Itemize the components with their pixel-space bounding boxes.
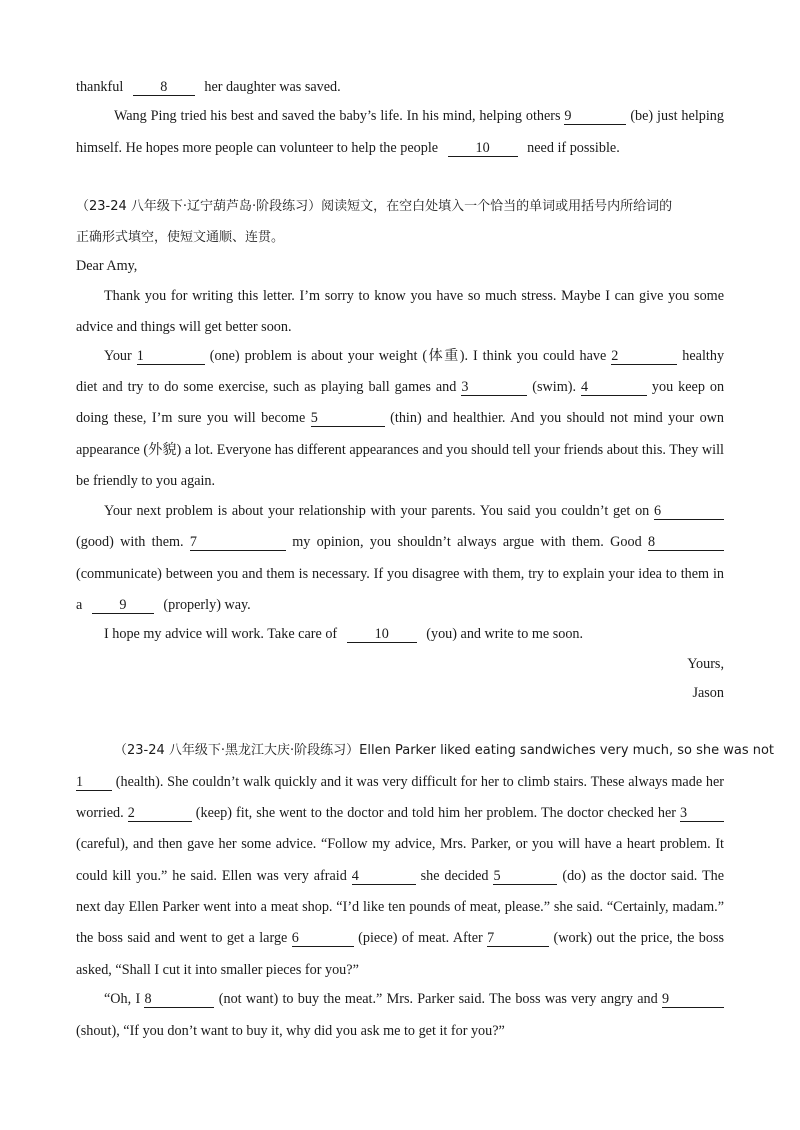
- p2-para2-line2: [76, 377, 724, 397]
- text: Your next problem is about your relationship with your parents. You said you couldn’t get on: [104, 503, 650, 519]
- blank-2[interactable]: 2: [128, 805, 192, 822]
- blank-7[interactable]: 7: [487, 930, 549, 947]
- p3-line-1: [114, 740, 775, 761]
- p2-greeting: Dear Amy,: [76, 258, 138, 274]
- p3-line-3: [76, 803, 724, 823]
- p2-para4: [104, 624, 724, 644]
- text: (properly) way.: [163, 597, 251, 613]
- p2-para3-line4: [76, 595, 724, 615]
- text: her daughter was saved.: [204, 79, 341, 95]
- text: (piece) of meat. After: [358, 930, 483, 946]
- text: thankful: [76, 79, 124, 95]
- blank-4[interactable]: 4: [352, 868, 416, 885]
- text: (thin) and healthier. And you should not mind your own: [390, 410, 725, 426]
- blank-9[interactable]: 9: [564, 108, 626, 125]
- text: diet and try to do some exercise, such as playing ball games and: [76, 379, 457, 395]
- text: himself. He hopes more people can volunteer to help the people: [76, 140, 439, 156]
- blank-5[interactable]: 5: [311, 410, 385, 427]
- text: (health). She couldn’t walk quickly and it was very difficult for her to climb stairs. These always made her: [115, 774, 724, 790]
- text: (good) with them.: [76, 534, 184, 550]
- blank-6[interactable]: 6: [654, 503, 724, 520]
- text: (work) out the price, the boss: [553, 930, 724, 946]
- text: (swim).: [532, 379, 577, 395]
- p3-line-10: (shout), “If you don’t want to buy it, why did you ask me to get it for you?”: [76, 1023, 505, 1039]
- letter-closing: Yours,: [687, 656, 724, 672]
- text: (be) just helping: [630, 108, 724, 124]
- text: you keep on: [651, 379, 725, 395]
- p3-line-5: [76, 866, 724, 886]
- p3-line-4: (careful), and then gave her some advice. “Follow my advice, Mrs. Parker, or you will have a heart problem. It: [76, 836, 724, 852]
- letter-signature: Jason: [692, 685, 724, 701]
- p1-line-3: [76, 138, 724, 158]
- blank-5[interactable]: 5: [493, 868, 557, 885]
- blank-2[interactable]: 2: [611, 348, 677, 365]
- p2-para1-line1: Thank you for writing this letter. I’m sorry to know you have so much stress. Maybe I can give you some: [104, 288, 724, 304]
- blank-8[interactable]: 8: [144, 991, 214, 1008]
- text: （23-24 八年级下·黑龙江大庆·阶段练习）Ellen Parker liked eating sandwiches very much, so she was not: [114, 743, 775, 758]
- p2-para3-line3: (communicate) between you and them is necessary. If you disagree with them, try to explain your idea to them in: [76, 566, 724, 582]
- blank-10[interactable]: 10: [347, 626, 417, 643]
- blank-1[interactable]: 1: [137, 348, 205, 365]
- p3-line-6: next day Ellen Parker went into a meat shop. “I’d like ten pounds of meat, please.” she said. “Certainly, madam.”: [76, 899, 724, 915]
- text: a: [76, 597, 83, 613]
- p2-para3-line1: [104, 501, 724, 521]
- text: she decided: [420, 868, 489, 884]
- text: worried.: [76, 805, 124, 821]
- p3-line-7: [76, 928, 724, 948]
- p2-para2-line3: [76, 408, 724, 428]
- p2-para1-line2: advice and things will get better soon.: [76, 319, 292, 335]
- p2-para2-line5: be friendly to you again.: [76, 473, 216, 489]
- blank-8[interactable]: 8: [133, 79, 195, 96]
- p1-line-2: [114, 106, 724, 126]
- blank-6[interactable]: 6: [292, 930, 354, 947]
- p3-line-2: [76, 772, 724, 792]
- blank-7[interactable]: 7: [190, 534, 286, 551]
- p2-para2-line4: appearance (外貌) a lot. Everyone has different appearances and you should tell your friends about this. They will: [76, 442, 724, 458]
- text: healthy: [682, 348, 725, 364]
- text: (keep) fit, she went to the doctor and told him her problem. The doctor checked her: [195, 805, 676, 821]
- blank-10[interactable]: 10: [448, 140, 518, 157]
- p2-intro-1: （23-24 八年级下·辽宁葫芦岛·阶段练习）阅读短文，在空白处填入一个恰当的单词或用括号内所给词的: [76, 199, 673, 214]
- text: (do) as the doctor said. The: [562, 868, 725, 884]
- p2-para2-line1: [104, 346, 724, 366]
- text: (not want) to buy the meat.” Mrs. Parker said. The boss was very angry and: [218, 991, 658, 1007]
- blank-3[interactable]: 3: [461, 379, 527, 396]
- text: Wang Ping tried his best and saved the baby’s life. In his mind, helping others: [114, 108, 561, 124]
- p2-para3-line2: [76, 532, 724, 552]
- blank-9[interactable]: 9: [662, 991, 724, 1008]
- p2-intro-2: 正确形式填空，使短文通顺、连贯。: [76, 230, 285, 245]
- blank-9[interactable]: 9: [92, 597, 154, 614]
- text: need if possible.: [527, 140, 620, 156]
- text: could kill you.” he said. Ellen was very afraid: [76, 868, 347, 884]
- blank-1[interactable]: 1: [76, 774, 112, 791]
- text: I hope my advice will work. Take care of: [104, 626, 338, 642]
- blank-4[interactable]: 4: [581, 379, 647, 396]
- p3-line-9: [104, 989, 724, 1009]
- blank-8[interactable]: 8: [648, 534, 724, 551]
- p3-line-8: asked, “Shall I cut it into smaller pieces for you?”: [76, 962, 359, 978]
- text: the boss said and went to get a large: [76, 930, 288, 946]
- p1-line-1: [76, 77, 724, 97]
- text: my opinion, you shouldn’t always argue with them. Good: [292, 534, 642, 550]
- text: doing these, I’m sure you will become: [76, 410, 306, 426]
- text: (one) problem is about your weight (体重). I think you could have: [209, 348, 607, 364]
- blank-3[interactable]: 3: [680, 805, 724, 822]
- text: “Oh, I: [104, 991, 141, 1007]
- text: (you) and write to me soon.: [426, 626, 584, 642]
- text: Your: [104, 348, 132, 364]
